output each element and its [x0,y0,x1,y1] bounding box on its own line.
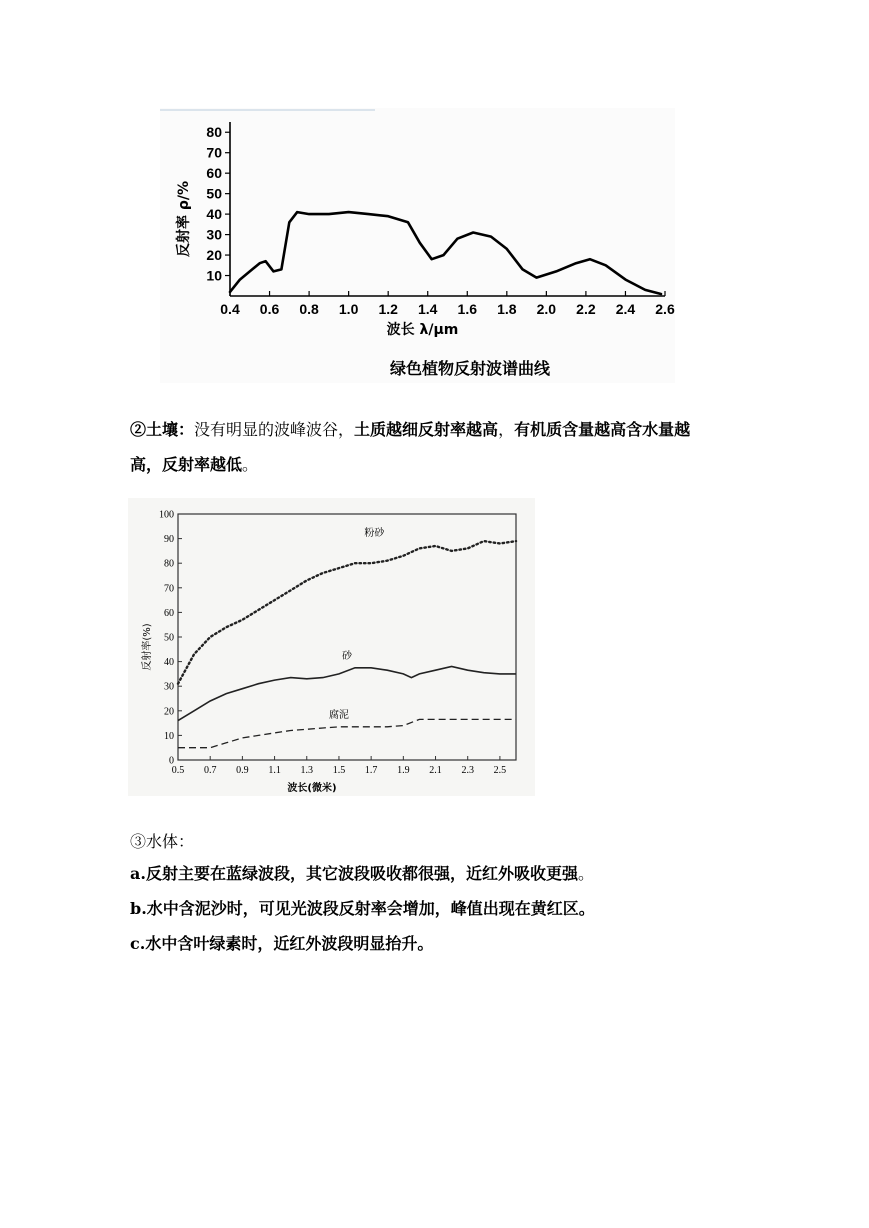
y-tick-label-40: 40 [206,206,222,223]
x-tick-label-2.1: 2.1 [429,765,442,776]
series-label-0: 粉砂 [364,528,385,540]
y-tick-label-30: 30 [164,681,174,693]
x-tick-label-1.2: 1.2 [378,301,398,317]
water-item-c [130,934,433,954]
series-label-1: 砂 [342,651,352,663]
water-heading [130,832,194,852]
soil-number: ② [130,420,147,439]
plot-frame [178,514,516,760]
water-item-a-prefix: a. [130,864,146,883]
y-tick-label-80: 80 [206,124,222,141]
y-tick-label-90: 90 [164,534,174,546]
vegetation-reflectance-chart [160,108,675,383]
soil-paragraph-line1 [130,420,690,440]
water-item-b-end: 。 [578,899,595,918]
x-tick-label-1.0: 1.0 [338,301,359,317]
x-tick-label-1.8: 1.8 [497,301,517,317]
water-item-a [130,864,594,884]
y-tick-label-60: 60 [206,165,222,182]
water-item-c-end: 。 [417,934,434,953]
x-axis-label: 波长 λ/μm [386,322,459,338]
y-tick-label-40: 40 [164,657,174,669]
soil-heading: 土壤： [146,420,195,439]
x-tick-label-1.5: 1.5 [332,765,346,776]
soil-text-6: 。 [242,455,259,474]
x-tick-label-2.4: 2.4 [615,301,636,317]
water-item-b-text: 水中含泥沙时，可见光波段反射率会增加，峰值出现在黄红区 [146,899,579,918]
x-axis-label: 波长(微米) [287,783,337,794]
y-tick-label-50: 50 [206,185,222,202]
y-tick-label-10: 10 [206,267,222,284]
x-tick-label-1.6: 1.6 [457,301,478,317]
water-item-a-end: 。 [577,864,594,883]
soil-text-5: 高，反射率越低 [130,455,243,474]
soil-reflectance-chart [128,498,535,796]
soil-text-2: 土质越细反射率越高 [354,420,499,439]
y-tick-label-50: 50 [164,632,174,644]
y-tick-label-0: 0 [169,755,174,767]
water-item-c-prefix: c. [130,934,146,953]
x-tick-label-0.7: 0.7 [203,765,217,776]
x-tick-label-1.4: 1.4 [417,301,438,317]
water-item-a-text: 反射主要在蓝绿波段，其它波段吸收都很强，近红外吸收更强 [145,864,578,883]
x-tick-label-2.2: 2.2 [576,301,596,317]
y-axis-label: 反射率(%) [142,623,153,671]
x-tick-label-2.5: 2.5 [493,765,507,776]
x-tick-label-1.9: 1.9 [397,765,410,776]
x-tick-label-1.1: 1.1 [268,765,281,776]
y-tick-label-70: 70 [206,144,222,161]
y-tick-label-100: 100 [159,509,174,521]
x-tick-label-0.5: 0.5 [171,765,185,776]
soil-text-4: 有机质含量越高含水量越 [514,420,691,439]
x-tick-label-0.6: 0.6 [259,301,280,317]
reflectance-curve [230,212,661,294]
series-line-0 [178,541,516,684]
series-line-2 [178,719,516,747]
y-tick-label-20: 20 [206,247,222,264]
soil-reflectance-figure [128,498,535,796]
water-item-b-prefix: b. [130,899,147,918]
series-label-2: 腐泥 [328,710,349,722]
soil-paragraph-line2 [130,455,258,475]
y-tick-label-10: 10 [164,730,174,742]
soil-text-3: ， [498,420,515,439]
water-item-b [130,899,595,919]
y-tick-label-60: 60 [164,607,174,619]
x-tick-label-0.9: 0.9 [236,765,249,776]
y-tick-label-70: 70 [164,583,174,595]
soil-text-1: 没有明显的波峰波谷， [194,420,355,439]
y-tick-label-30: 30 [206,226,222,243]
vegetation-reflectance-figure [160,108,675,383]
x-tick-label-1.7: 1.7 [364,765,378,776]
x-tick-label-1.3: 1.3 [300,765,314,776]
x-tick-label-0.4: 0.4 [220,301,240,317]
water-title: ③水体： [130,832,195,851]
x-tick-label-2.0: 2.0 [536,301,557,317]
x-tick-label-2.3: 2.3 [461,765,474,776]
x-tick-label-2.6: 2.6 [655,301,675,317]
figure1-caption: 绿色植物反射波谱曲线 [389,359,551,378]
water-item-c-text: 水中含叶绿素时，近红外波段明显抬升 [145,934,418,953]
y-tick-label-80: 80 [164,558,174,570]
y-axis-label: 反射率 ρ/% [176,180,192,258]
x-tick-label-0.8: 0.8 [299,301,319,317]
y-tick-label-20: 20 [164,706,174,718]
